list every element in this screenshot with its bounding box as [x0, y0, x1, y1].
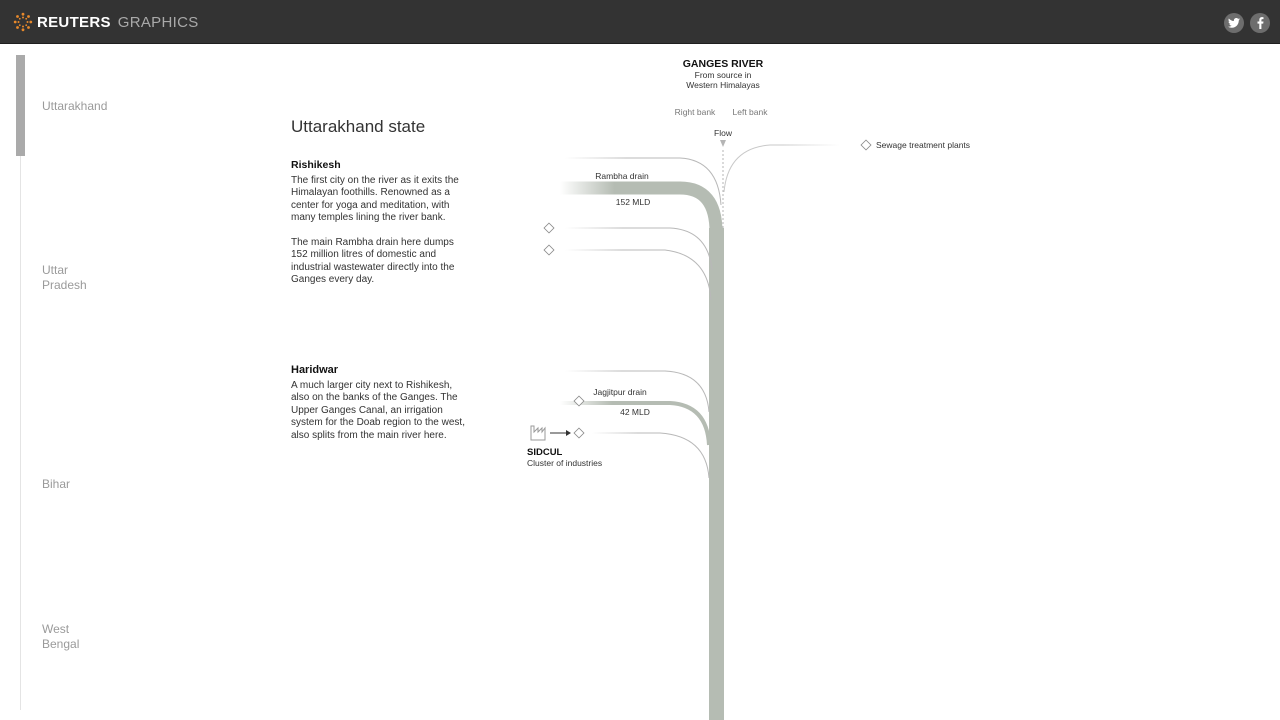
- ganges-river-channel: [709, 228, 724, 720]
- brand-section: GRAPHICS: [117, 13, 199, 31]
- brand-name: REUTERS: [37, 13, 111, 31]
- left-bank-line: [724, 145, 840, 192]
- factory-icon: [531, 426, 545, 440]
- nav-item-west-bengal[interactable]: West Bengal: [42, 622, 80, 651]
- tributary-line: [592, 433, 709, 478]
- drain-name: Rambha drain: [595, 171, 649, 181]
- legend-diamond-icon: [861, 140, 871, 150]
- nav-item-uttar-pradesh[interactable]: Uttar Pradesh: [42, 263, 87, 292]
- industry-name: SIDCUL: [527, 447, 563, 458]
- tributary-line: [565, 228, 712, 270]
- tributary-line: [565, 250, 711, 300]
- nav-item-bihar[interactable]: Bihar: [42, 477, 71, 491]
- city-paragraph: The first city on the river as it exits the Himalayan foothills. Renowned as a center for yoga and meditation, with many temples lining the river bank.: [291, 175, 459, 224]
- river-subtitle: Western Himalayas: [686, 80, 760, 90]
- river-subtitle: From source in: [694, 70, 752, 80]
- city-title-rishikesh: Rishikesh: [291, 159, 341, 171]
- arrow-right-icon: [550, 430, 571, 436]
- legend-label: Sewage treatment plants: [876, 140, 971, 150]
- city-paragraph: A much larger city next to Rishikesh, also on the banks of the Ganges. The Upper Ganges Canal, an irrigation system for the Doab region to the west, also splits from the main river here.: [291, 380, 465, 441]
- drain-name: Jagjitpur drain: [593, 387, 647, 397]
- left-bank-label: Left bank: [732, 107, 768, 117]
- flow-arrow-icon: [720, 140, 726, 147]
- drain-volume: 152 MLD: [615, 197, 651, 207]
- rambha-drain-path: [560, 188, 716, 232]
- city-paragraph: The main Rambha drain here dumps 152 million litres of domestic and industrial wastewater directly into the Ganges every day.: [291, 237, 455, 286]
- drain-volume: 42 MLD: [620, 407, 650, 417]
- industry-caption: Cluster of industries: [527, 458, 603, 468]
- section-title: Uttarakhand state: [291, 117, 426, 136]
- sewage-plant-diamond-icon: [574, 428, 584, 438]
- right-bank-label: Right bank: [674, 107, 716, 117]
- nav-item-uttarakhand[interactable]: Uttarakhand: [42, 99, 108, 113]
- sewage-plant-diamond-icon: [544, 245, 554, 255]
- flow-label: Flow: [714, 128, 732, 138]
- city-title-haridwar: Haridwar: [291, 364, 339, 376]
- sewage-plant-diamond-icon: [544, 223, 554, 233]
- river-title: GANGES RIVER: [682, 58, 764, 70]
